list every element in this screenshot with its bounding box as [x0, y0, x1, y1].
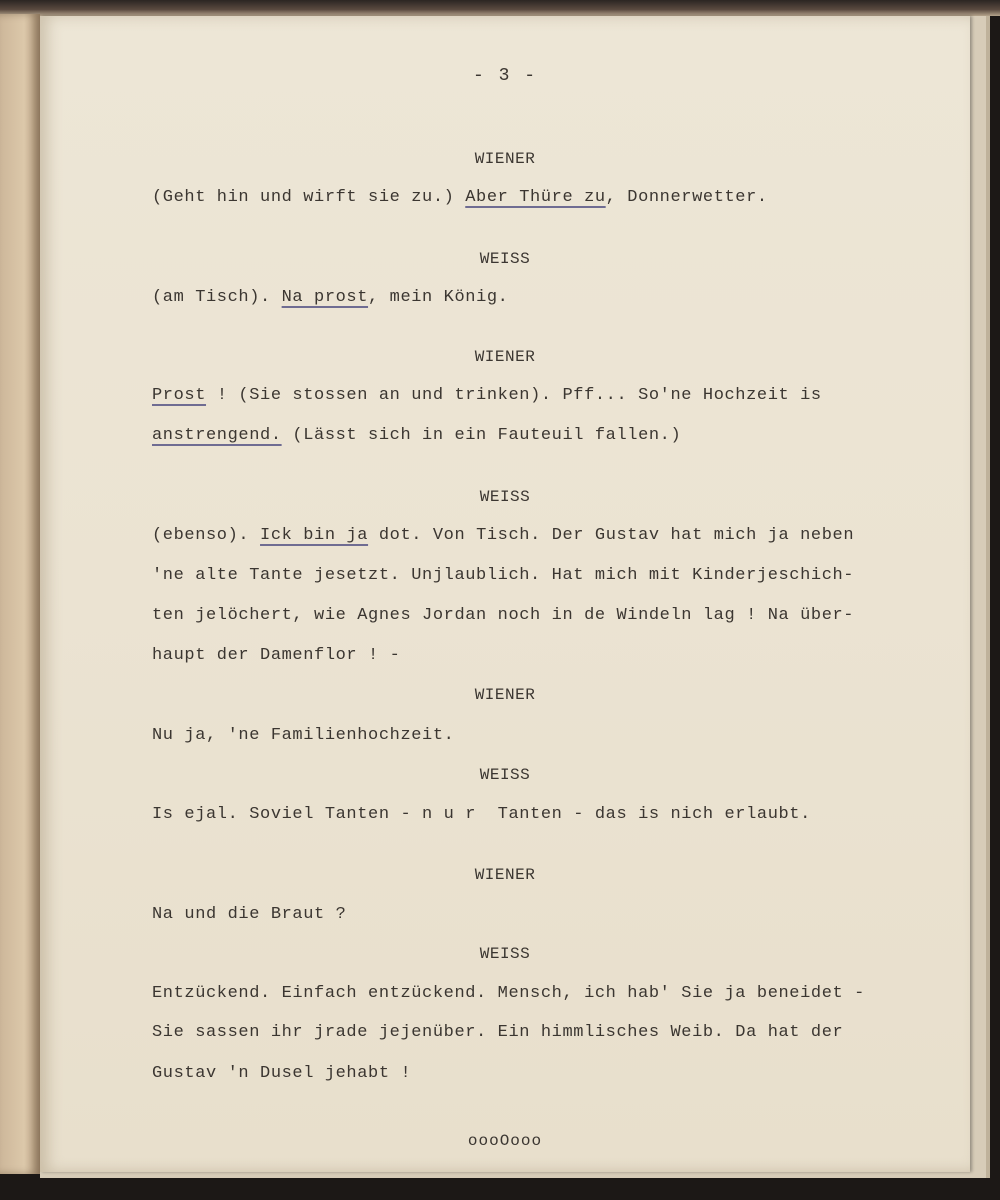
- underlined-text: Prost: [152, 386, 207, 405]
- dialogue-line: Is ejal. Soviel Tanten - n u r Tanten - das is nich erlaubt.: [152, 805, 811, 824]
- line-text: dot. Von Tisch. Der Gustav hat mich ja neben: [368, 526, 855, 545]
- speaker-name: WIENER: [474, 150, 536, 168]
- underlined-text: anstrengend.: [152, 426, 282, 445]
- line-text: , Donnerwetter.: [605, 188, 768, 207]
- dialogue-line: [152, 288, 508, 307]
- dialogue-line: [152, 386, 822, 405]
- left-page-edge: [0, 14, 40, 1174]
- underlined-text: Ick bin ja: [260, 526, 369, 545]
- line-text: (ebenso).: [152, 526, 261, 545]
- speaker-name: WIENER: [474, 686, 536, 704]
- dialogue-line: haupt der Damenflor ! -: [152, 646, 401, 665]
- line-text: (Geht hin und wirft sie zu.): [152, 188, 466, 207]
- line-text: , mein König.: [368, 288, 509, 307]
- line-text: ! (Sie stossen an und trinken). Pff... So'ne Hochzeit is: [206, 386, 822, 405]
- dialogue-line: [152, 526, 854, 545]
- dialogue-line: Entzückend. Einfach entzückend. Mensch, ich hab' Sie ja beneidet -: [152, 984, 865, 1003]
- dialogue-line: [152, 188, 768, 207]
- dialogue-line: [152, 426, 681, 445]
- speaker-name: WIENER: [474, 348, 536, 366]
- underlined-text: Na prost: [281, 288, 369, 307]
- page-number: - 3 -: [472, 66, 537, 86]
- speaker-name: WIENER: [474, 866, 536, 884]
- dialogue-line: 'ne alte Tante jesetzt. Unjlaublich. Hat mich mit Kinderjeschich-: [152, 566, 855, 585]
- speaker-name: WEISS: [479, 945, 531, 963]
- end-mark: oooOooo: [467, 1132, 543, 1150]
- speaker-name: WEISS: [479, 488, 531, 506]
- typescript-page: [40, 16, 970, 1172]
- speaker-name: WEISS: [479, 766, 531, 784]
- dialogue-line: Gustav 'n Dusel jehabt !: [152, 1064, 412, 1083]
- speaker-name: WEISS: [479, 250, 531, 268]
- dialogue-line: Sie sassen ihr jrade jejenüber. Ein himmlisches Weib. Da hat der: [152, 1023, 844, 1042]
- dialogue-line: Nu ja, 'ne Familienhochzeit.: [152, 726, 455, 745]
- line-text: (Lässt sich in ein Fauteuil fallen.): [281, 426, 682, 445]
- dialogue-line: ten jelöchert, wie Agnes Jordan noch in de Windeln lag ! Na über-: [152, 606, 855, 625]
- dialogue-line: Na und die Braut ?: [152, 905, 347, 924]
- line-text: (am Tisch).: [152, 288, 282, 307]
- book-binding: [0, 0, 1000, 16]
- underlined-text: Aber Thüre zu: [465, 188, 606, 207]
